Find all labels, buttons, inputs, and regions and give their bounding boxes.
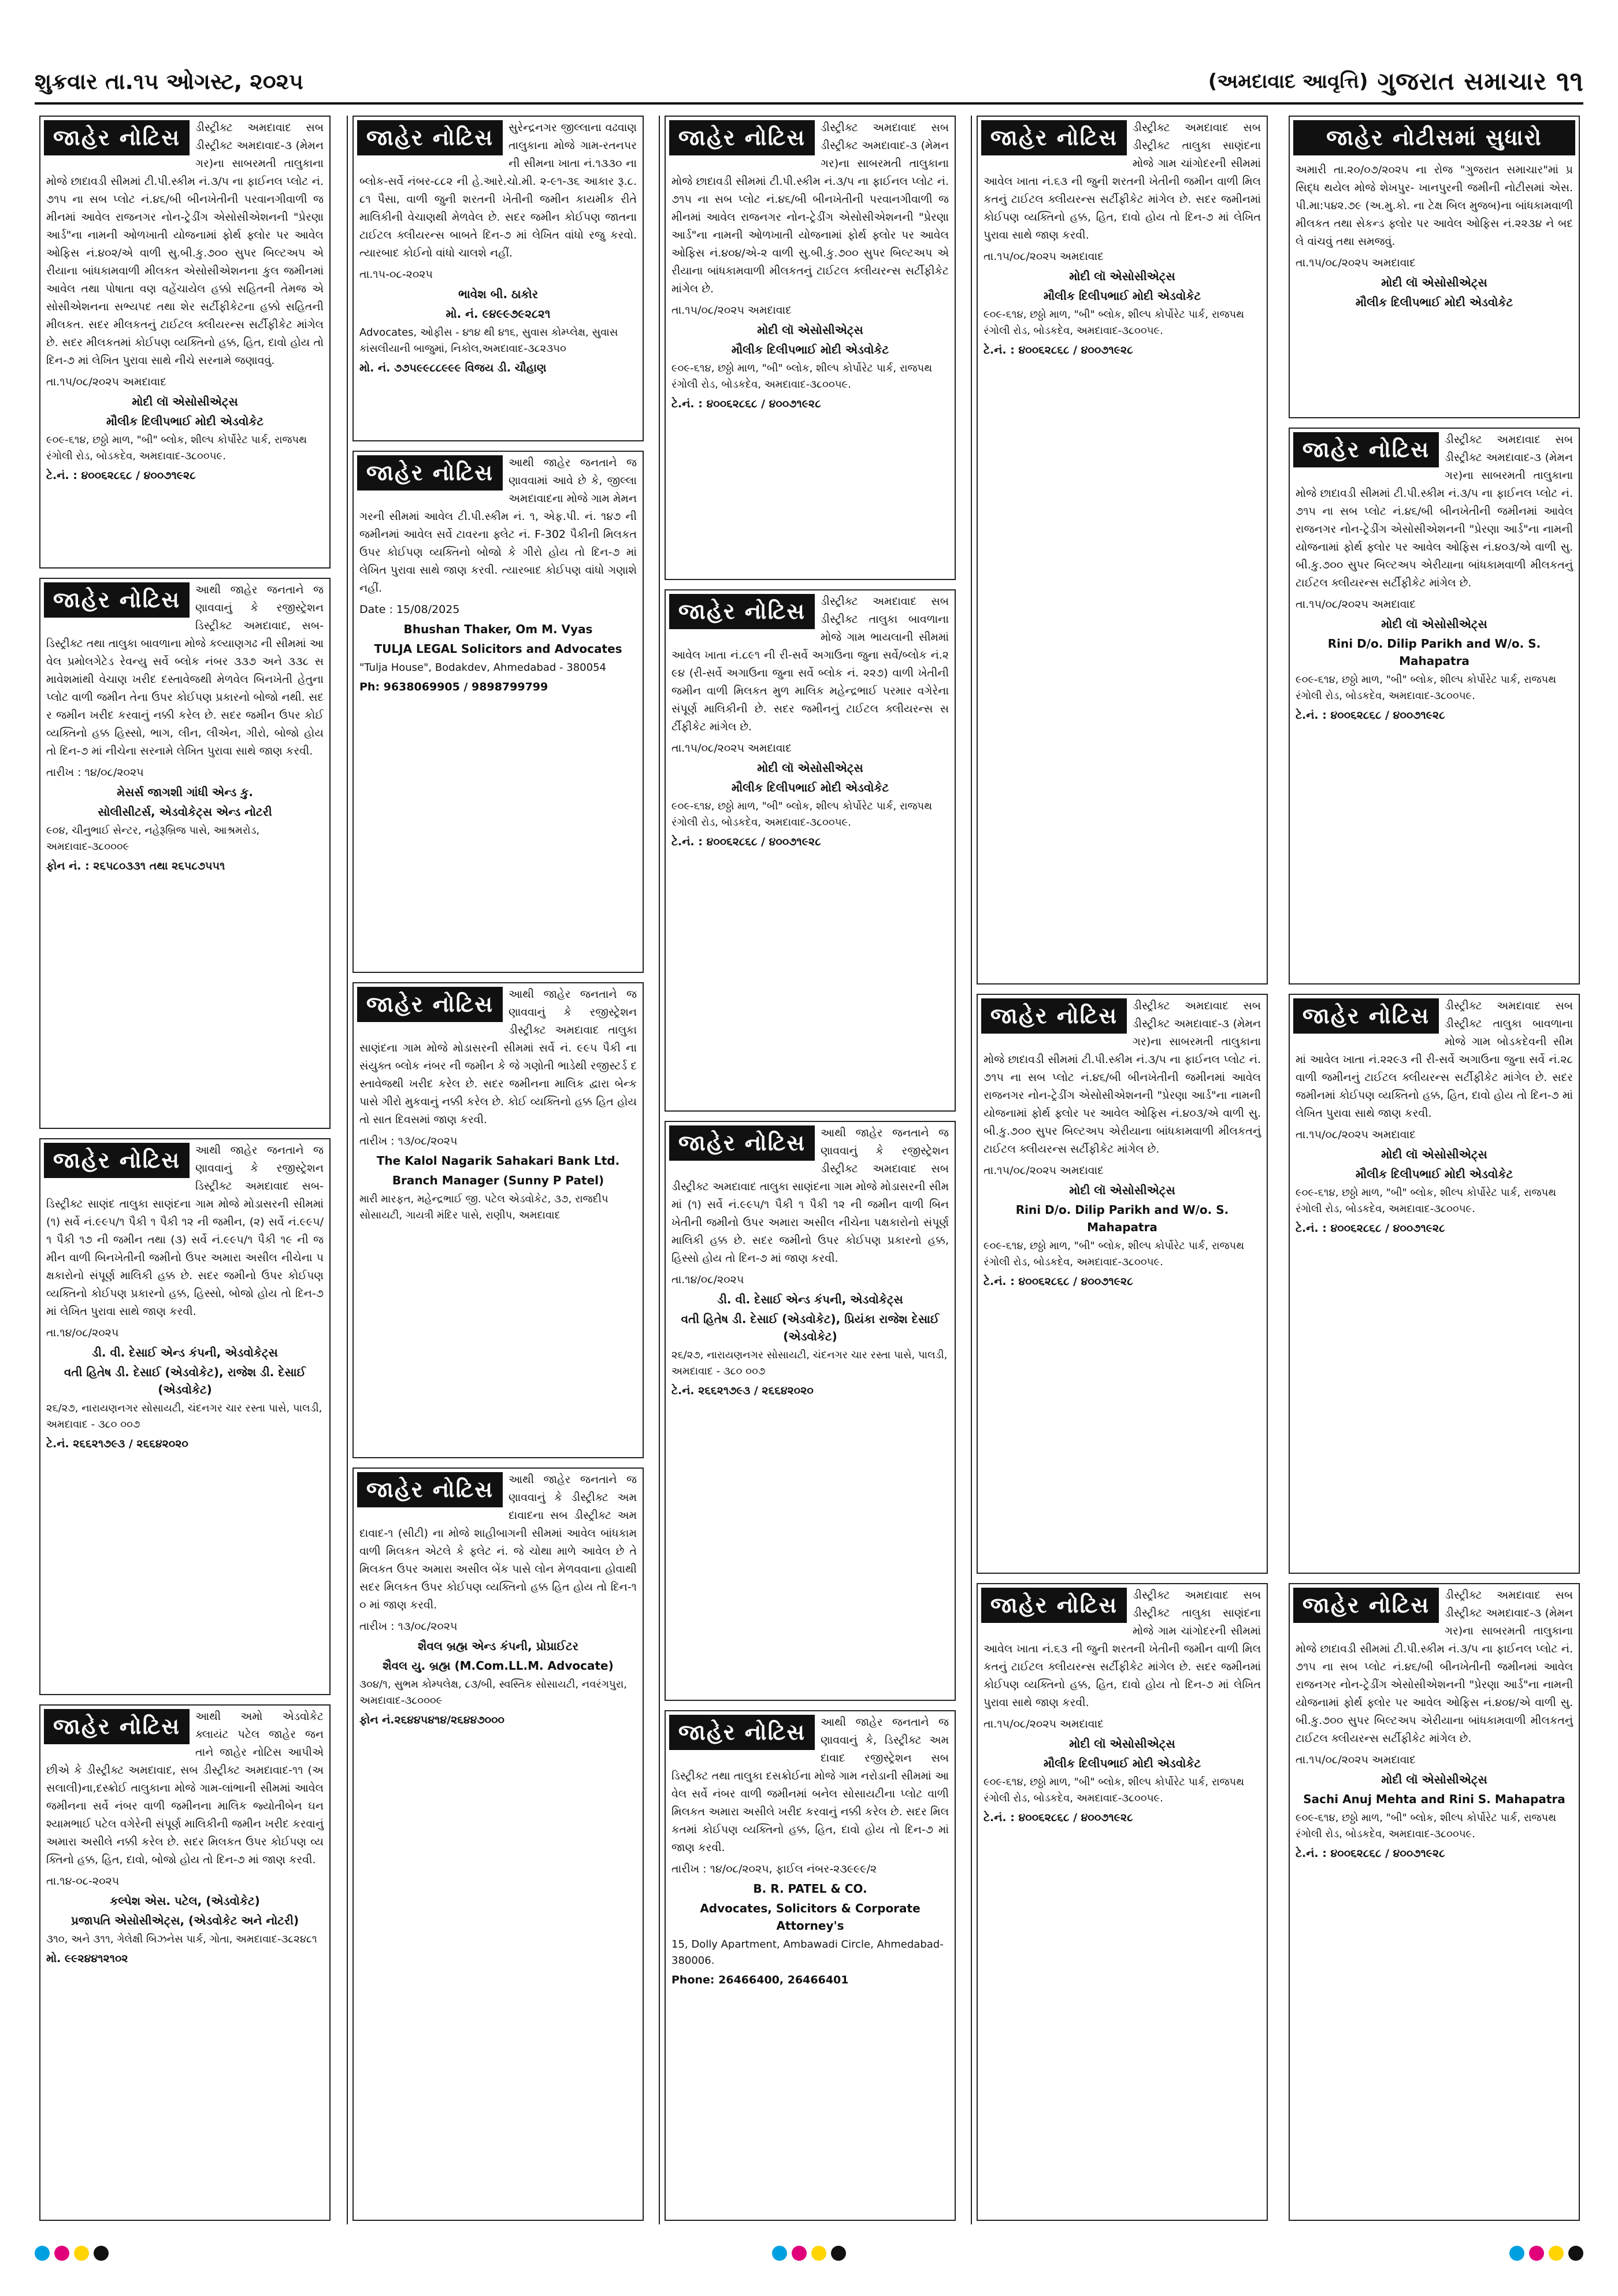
notice-firm: મૌલીક દિલીપભાઈ મોદી એડવોકેટ xyxy=(1043,289,1201,303)
notice-body: ડીસ્ટ્રીક્ટ અમદાવાદ સબ ડીસ્ટ્રીક્ટ અમદાવાદ-૩ (મેમનગર)ના સાબરમતી તાલુકાના મોજે છાદાવડી સીમમાં ટી.પી.સ્કીમ નં.૩/૫ ના ફાઈનલ પ્લોટ નં.૭૧૫ ના સબ પ્લોટ નં.૪૬/બી બીનખેતીની પરવાનગીવાળી જમીનમાં આવેલ રાજનગર નોન-ટ્રેડીંગ એસોસીએશનની "પ્રેરણા આર્ડ"ના નામની ઓળખાતી યોજનામાં ફોર્થ ફ્લોર પર આવેલ ઓફિસ નં.૪૦૪/એ-૨ વાળી સુ.બી.કુ.૭૦૦ સુપર બિલ્ટઅપ એરીયાના બાંધકામવાળી મીલકતનું ટાઈટલ ક્લીયરન્સ સર્ટીફીકેટ માંગેલ છે. xyxy=(671,121,949,295)
notice-firm: મૌલીક દિલીપભાઈ મોદી એડવોકેટ xyxy=(731,343,889,356)
notice-body: આથી જાહેર જનતાને જણાવવાનું કે ડીસ્ટ્રીક્ટ અમદાવાદના સબ ડીસ્ટ્રીક્ટ અમદાવાદ-૧ (સીટી) ના મોજે શાહીબાગની સીમમાં આવેલ બાંધકામવાળી મિલકત એટલે કે ફ્લેટ નં. જે ચોથા માળે આવેલ છે તે મિલકત ઉપર અમારા અસીલ બેંક પાસે લોન મેળવવાના હોવાથી સદર મિલકત ઉપર કોઈપણ વ્યક્તિનો હક્ક હિત હોય તો દિન-૧૦ માં જાણ કરવી. xyxy=(359,1473,637,1611)
notice-signer: મોદી લૉ એસોસીએટ્સ xyxy=(132,395,238,408)
notice-date: તા.૧૫/૦૮/૨૦૨૫ અમદાવાદ xyxy=(46,376,166,388)
notice-contact: ટે.નં. : ૪૦૦૬૨૮૬૮ / ૪૦૦૭૧૯૨૮ xyxy=(1296,1847,1445,1860)
notice-contact: ટે.નં. : ૪૦૦૬૨૮૬૮ / ૪૦૦૭૧૯૨૮ xyxy=(671,397,821,410)
notice-date: તા.૧૫/૦૮/૨૦૨૫ અમદાવાદ xyxy=(671,304,792,317)
notice-date: તા.૧૫/૦૮/૨૦૨૫ અમદાવાદ xyxy=(1296,1128,1416,1141)
notice-body: આથી જાહેર જનતાને જણાવવામાં આવે છે કે, જીલ્લા અમદાવાદના મોજે ગામ મેમનગરની સીમમાં આવેલ ટી.પી.સ્કીમ નં. ૧, એફ.પી. નં. ૧૪૭ ની જમીનમાં આવેલ સર્વે ટાવરના ફ્લેટ નં. F-302 પૈકીની મિલકત ઉપર કોઈપણ વ્યક્તિનો બોજો કે ગીરો હોય તો દિન-૭ માં લેખિત પુરાવા સાથે જાણ કરવી. ત્યારબાદ કોઈપણ વાંધો ગણાશે નહીં. xyxy=(359,456,637,595)
notice-title: જાહેર નોટિસ xyxy=(357,120,503,155)
notice-contact: ટે.નં. : ૪૦૦૬૨૮૬૮ / ૪૦૦૭૧૯૨૮ xyxy=(984,1275,1133,1288)
notice-address: ૯૦૯-૬૧૪, છઠ્ઠો માળ, "બી" બ્લોક, શીલ્પ કોર્પોરેટ પાર્ક, રાજપથ રંગોલી રોડ, બોડકદેવ, અમદાવાદ-૩૮૦૦૫૯. xyxy=(984,1776,1245,1804)
notice-signer: મોદી લૉ એસોસીએટ્સ xyxy=(1069,1183,1175,1197)
notice-card xyxy=(39,116,331,569)
notice-title: જાહેર નોટિસ xyxy=(981,1588,1127,1623)
notice-date: તા.૧૫/૦૮/૨૦૨૫ અમદાવાદ xyxy=(984,250,1104,263)
notice-body: ડીસ્ટ્રીક્ટ અમદાવાદ સબ ડીસ્ટ્રીક્ટ અમદાવાદ-૩ (મેમનગર)ના સાબરમતી તાલુકાના મોજે છાદાવડી સીમમાં ટી.પી.સ્કીમ નં.૩/૫ ના ફાઈનલ પ્લોટ નં.૭૧૫ ના સબ પ્લોટ નં.૪૬/બી બીનખેતીની જમીનમાં આવેલ રાજનગર નોન-ટ્રેડીંગ એસોસીએશનની "પ્રેરણા આર્ડ"ના નામની યોજનામાં ફોર્થ ફ્લોર પર આવેલ ઓફિસ નં.૪૦૩/એ વાળી સુ.બી.કુ.૭૦૦ સુપર બિલ્ટઅપ એરીયાના બાંધકામવાળી મીલકતનું ટાઈટલ ક્લીયરન્સ સર્ટીફીકેટ માંગેલ છે. xyxy=(984,1000,1261,1156)
notice-title: જાહેર નોટિસ xyxy=(357,455,503,491)
date-line: શુક્રવાર તા.૧૫ ઓગસ્ટ, ૨૦૨૫ xyxy=(35,68,303,94)
notice-date: તારીખ : ૧૪/૦૮/૨૦૨૫, ફાઈલ નંબર-૨૩૯૯૯/૨ xyxy=(671,1863,877,1875)
yellow-registration-dot xyxy=(1549,2246,1564,2261)
notice-signer: મોદી લૉ એસોસીએટ્સ xyxy=(1381,1773,1487,1786)
notice-address: Advocates, ઓફીસ - ૪૧૪ થી ૪૧૬, સુવાસ કોમ્પ્લેક્ષ, સુવાસ કાંસલીયાની બાજુમાં, નિકોલ,અમદાવાદ-૩૮૨૩૫૦ xyxy=(359,326,618,355)
black-registration-dot xyxy=(94,2246,109,2261)
notice-signer: શૈવલ બ્રહ્મ એન્ડ કંપની, પ્રોપ્રાઈટર xyxy=(418,1639,578,1653)
notice-date: તા.૧૪-૦૮-૨૦૨૫ xyxy=(46,1875,120,1888)
notice-contact: ફોન નં.૨૬૪૪૫૪૧૪/૨૬૪૪૭૦૦૦ xyxy=(359,1714,504,1726)
notice-contact: ટે.નં. : ૪૦૦૬૨૮૬૮ / ૪૦૦૭૧૯૨૮ xyxy=(984,1811,1133,1824)
notice-date: તારીખ : ૧૩/૦૮/૨૦૨૫ xyxy=(359,1135,458,1147)
notice-title: જાહેર નોટિસ xyxy=(981,120,1127,155)
notice-signer: મોદી લૉ એસોસીએટ્સ xyxy=(757,323,863,337)
notice-date: તા.૧૪/૦૮/૨૦૨૫ xyxy=(46,1327,119,1339)
masthead xyxy=(35,61,1583,105)
notice-title: જાહેર નોટિસ xyxy=(669,1715,815,1750)
notice-body: ડીસ્ટ્રીક્ટ અમદાવાદ સબ ડીસ્ટ્રીક્ટ અમદાવાદ-૩ (મેમનગર)ના સાબરમતી તાલુકાના મોજે છાદાવડી સીમમાં ટી.પી.સ્કીમ નં.૩/૫ ના ફાઈનલ પ્લોટ નં.૭૧૫ ના સબ પ્લોટ નં.૪૬/બી બીનખેતીની પરવાનગીવાળી જમીનમાં આવેલ રાજનગર નોન-ટ્રેડીંગ એસોસીએશનની "પ્રેરણા આર્ડ"ના નામની ઓળખાતી યોજનામાં ફોર્થ ફ્લોર પર આવેલ ઓફિસ નં.૪૦૨/એ વાળી સુ.બી.કુ.૭૦૦ સુપર બિલ્ટઅપ એરીયાના બાંધકામવાળી મીલકત એસોસીએશનના કુલ જમીનમાં આવેલ તથા પોષાતા વણ વહેંચાયેલ હક્કો સહિતની તેમજ એસોસીએશનના સભ્યપદ તથા શેર સર્ટીફીકેટના હક્કો સહિતની મીલકત. સદર મીલકતનું ટાઈટલ ક્લીયરન્સ સર્ટીફીકેટ માંગેલ છે. સદર મીલકતમાં કોઈપણ વ્યક્તિનો હક્ક, હિત, દાવો હોય તો દિન-૭ માં લેખિત પુરાવા સાથે નીચે સરનામે જણાવવું. xyxy=(46,121,324,367)
notice-date: Date : 15/08/2025 xyxy=(359,603,460,616)
notice-address: ૯૦૯-૬૧૪, છઠ્ઠો માળ, "બી" બ્લોક, શીલ્પ કોર્પોરેટ પાર્ક, રાજપથ રંગોલી રોડ, બોડકદેવ, અમદાવાદ-૩૮૦૦૫૯. xyxy=(46,434,307,462)
notice-title: જાહેર નોટિસ xyxy=(357,1472,503,1507)
notice-address: ૯૦૯-૬૧૪, છઠ્ઠો માળ, "બી" બ્લોક, શીલ્પ કોર્પોરેટ પાર્ક, રાજપથ રંગોલી રોડ, બોડકદેવ, અમદાવાદ-૩૮૦૦૫૯. xyxy=(984,309,1245,337)
notice-card xyxy=(352,451,644,973)
notice-address: 15, Dolly Apartment, Ambawadi Circle, Ahmedabad-380006. xyxy=(671,1938,944,1967)
notice-body: આથી જાહેર જનતાને જણાવવાનું કે, ડિસ્ટ્રીક્ટ અમદાવાદ રજીસ્ટ્રેશન સબ ડિસ્ટ્રીક્ટ તથા તાલુકા દસક્રોઈના મોજે ગામ નરોડાની સીમમાં આવેલ સર્વે નંબર વાળી જમીનમાં બનેલ સોસાયટીના પ્લોટ વાળી મિલકત અમારા અસીલે ખરીદ કરવાનું નક્કી કરેલ છે. સદર મિલકતમાં કોઈપણ વ્યક્તિનો હક્ક, હિત, દાવો હોય તો દિન-૭ માં જાણ કરવી. xyxy=(671,1716,949,1854)
yellow-registration-dot xyxy=(74,2246,89,2261)
column-3 xyxy=(659,116,960,2224)
notice-address: ૯૦૯-૬૧૪, છઠ્ઠો માળ, "બી" બ્લોક, શીલ્પ કોર્પોરેટ પાર્ક, રાજપથ રંગોલી રોડ, બોડકદેવ, અમદાવાદ-૩૮૦૦૫૯. xyxy=(984,1240,1245,1268)
notice-firm: મૌલીક દિલીપભાઈ મોદી એડવોકેટ xyxy=(731,781,889,794)
notice-signer: મોદી લૉ એસોસીએટ્સ xyxy=(1381,617,1487,631)
notice-body: ડીસ્ટ્રીક્ટ અમદાવાદ સબ ડીસ્ટ્રીક્ટ તાલુકા સાણંદના મોજે ગામ ચાંગોદરની સીમમાં આવેલ ખાતા નં.૬૩ ની જુની શરતની ખેતીની જમીન વાળી મિલકતનું ટાઈટલ ક્લીયરન્સ સર્ટીફીકેટ માંગેલ છે. સદર જમીનમાં કોઈપણ વ્યક્તિનો હક્ક, હિત, દાવો હોય તો દિન-૭ માં લેખિત પુરાવા સાથે જાણ કરવી. xyxy=(984,121,1261,242)
notice-card xyxy=(1289,428,1580,984)
magenta-registration-dot xyxy=(54,2246,69,2261)
notice-signer: મોદી લૉ એસોસીએટ્સ xyxy=(1381,276,1487,289)
notice-correction-card xyxy=(1289,116,1580,418)
notice-body: આથી જાહેર જનતાને જણાવવાનું કે રજીસ્ટ્રેશન ડીસ્ટ્રીક્ટ અમદાવાદ સબ ડીસ્ટ્રીક્ટ અમદાવાદ તાલુકા સાણંદના ગામ મોજે મોડાસરની સીમમાં (૧) સર્વે નં.૯૯૫/૧ પૈકી ૧ પૈકી ૧૨ ની જમીન વાળી બિનખેતીની જમીનો ઉપર અમારા અસીલ નીચેના પક્ષકારોનો સંપૂર્ણ માલિકી હક્ક છે. સદર જમીનો ઉપર કોઈપણ પ્રકારનો હક્ક, હિસ્સો હોય તો દિન-૭ માં જાણ કરવી. xyxy=(671,1127,949,1265)
notice-title: જાહેર નોટિસ xyxy=(1293,1588,1439,1623)
notice-body: આથી જાહેર જનતાને જણાવવાનું કે રજીસ્ટ્રેશન ડીસ્ટ્રીક્ટ અમદાવાદ તાલુકા સાણંદના ગામ મોજે મોડાસરની સીમમાં સર્વે નં. ૯૯૫ પૈકી ના સંયુક્ત બ્લોક નંબર ની જમીન કે જે ગણોતી ભાડેથી રજીસ્ટર્ડ દસ્તાવેજથી ખરીદ કરેલ છે. સદર જમીનના માલિક દ્વારા બેન્ક પાસે ગીરો મુકવાનું નક્કી કરેલ છે. કોઈ વ્યક્તિનો હક્ક હિત હોય તો સાત દિવસમાં જાણ કરવી. xyxy=(359,988,637,1126)
notice-firm: પ્રજાપતિ એસોસીએટ્સ, (એડવોકેટ અને નોટરી) xyxy=(70,1914,299,1927)
notice-signer: ભાવેશ બી. ઠાકોર xyxy=(458,287,539,301)
column-2 xyxy=(347,116,648,2224)
notice-title: જાહેર નોટિસ xyxy=(1293,432,1439,467)
notice-date: તા.૧૫/૦૮/૨૦૨૫ અમદાવાદ xyxy=(984,1164,1104,1177)
registration-marks-right xyxy=(1509,2246,1583,2261)
notice-signer: Bhushan Thaker, Om M. Vyas xyxy=(403,622,593,636)
notice-contact: મો. નં. ૭૭૫૯૯૮૮૯૯૯ વિજય ડી. ચૌહાણ xyxy=(359,362,547,374)
masthead-right xyxy=(1208,65,1583,98)
black-registration-dot xyxy=(831,2246,846,2261)
notice-title: જાહેર નોટિસ xyxy=(669,120,815,155)
notice-signer: કલ્પેશ એસ. પટેલ, (એડવોકેટ) xyxy=(110,1894,260,1908)
notice-card xyxy=(39,578,331,1129)
notice-date: તારીખ : ૧૩/૦૮/૨૦૨૫ xyxy=(359,1620,458,1633)
registration-marks-left xyxy=(35,2246,109,2261)
column-4 xyxy=(971,116,1584,2224)
notice-card xyxy=(1289,1583,1580,2221)
notice-contact: ટે.નં. ૨૬૬૨૧૭૯૩ / ૨૬૬૪૨૦૨૦ xyxy=(46,1437,188,1450)
notice-address: મારી મારફત, મહેન્દ્રભાઈ જી. પટેલ એડવોકેટ, ૩૭, રાજદીપ સોસાયટી, ગાયત્રી મંદિર પાસે, રાણીપ, અમદાવાદ xyxy=(359,1193,608,1221)
notice-address: ૯૦૪, ચીનુભાઈ સેન્ટર, નહેરૂબ્રિજ પાસે, આશ્રમરોડ, અમદાવાદ-૩૮૦૦૦૯ xyxy=(46,824,260,853)
notice-card xyxy=(977,116,1268,984)
notice-date: તા.૧૫/૦૮/૨૦૨૫ અમદાવાદ xyxy=(1296,1753,1416,1766)
notice-contact: ફોન નં. : ૨૬૫૮૦૩૩૧ તથા ૨૬૫૮૭૫૫૧ xyxy=(46,860,225,872)
notice-address: ૯૦૯-૬૧૪, છઠ્ઠો માળ, "બી" બ્લોક, શીલ્પ કોર્પોરેટ પાર્ક, રાજપથ રંગોલી રોડ, બોડકદેવ, અમદાવાદ-૩૮૦૦૫૯. xyxy=(1296,1187,1557,1215)
notice-address: "Tulja House", Bodakdev, Ahmedabad - 380054 xyxy=(359,662,606,674)
notice-card xyxy=(977,994,1268,1574)
notice-body: અમારી તા.૨૦/૦૭/૨૦૨૫ ના રોજ "ગુજરાત સમાચાર"માં પ્રસિદ્ધ થયેલ મોજે શેખપુર- ખાનપુરની જમીની નોટીસમાં એસ.પી.મા:૫૪૨.૭૯ (અ.મુ.કો. ના ટેક્ષ બિલ મુજબ)ના બાંધકામવાળી મીલકત તથા સેકન્ડ ફ્લોર પર આવેલ ઓફિસ નં.૨૨૩૪ ને બદલે વાંચવું તથા સમજવું. xyxy=(1296,164,1573,248)
notice-card xyxy=(352,1467,644,2221)
cyan-registration-dot xyxy=(772,2246,787,2261)
notice-title: જાહેર નોટિસ xyxy=(669,1125,815,1161)
notice-address: ૩૧૦, અને ૩૧૧, ગેલેક્ષી બિઝનેસ પાર્ક, ગોતા, અમદાવાદ-૩૮૨૪૮૧ xyxy=(46,1933,317,1945)
notice-firm: Branch Manager (Sunny P Patel) xyxy=(392,1173,604,1187)
notice-firm: TULJA LEGAL Solicitors and Advocates xyxy=(374,642,622,656)
notice-firm: મો. નં. ૯૪૯૯૭૯૨૮૨૧ xyxy=(446,307,551,321)
newspaper-name: ગુજરાત સમાચાર xyxy=(1377,67,1547,95)
yellow-registration-dot xyxy=(811,2246,826,2261)
notice-signer: મેસર્સ જાગશી ગાંધી એન્ડ કુ. xyxy=(117,785,253,799)
notice-contact: ટે.નં. : ૪૦૦૬૨૮૬૮ / ૪૦૦૭૧૯૨૮ xyxy=(46,469,196,482)
notice-contact: ટે.નં. : ૪૦૦૬૨૮૬૮ / ૪૦૦૭૧૯૨૮ xyxy=(1296,709,1445,722)
page-number: ૧૧ xyxy=(1556,65,1583,98)
notice-title: જાહેર નોટિસ xyxy=(669,594,815,629)
notice-date: તા.૧૫/૦૮/૨૦૨૫ અમદાવાદ xyxy=(671,742,792,755)
notice-signer: મોદી લૉ એસોસીએટ્સ xyxy=(1069,1737,1175,1751)
notice-signer: મોદી લૉ એસોસીએટ્સ xyxy=(1381,1147,1487,1161)
classified-columns xyxy=(35,116,1583,2224)
notice-body: ડીસ્ટ્રીક્ટ અમદાવાદ સબ ડીસ્ટ્રીક્ટ તાલુકા સાણંદના મોજે ગામ ચાંગોદરની સીમમાં આવેલ ખાતા નં.૬૩ ની જુની શરતની ખેતીની જમીન વાળી મિલકતનું ટાઈટલ ક્લીયરન્સ સર્ટીફીકેટ માંગેલ છે. સદર જમીનમાં કોઈપણ વ્યક્તિનો હક્ક, હિત, દાવો હોય તો દિન-૭ માં લેખિત પુરાવા સાથે જાણ કરવી. xyxy=(984,1589,1261,1709)
notice-contact: Ph: 9638069905 / 9898799799 xyxy=(359,681,548,693)
notice-firm: મૌલીક દિલીપભાઈ મોદી એડવોકેટ xyxy=(106,414,264,428)
notice-firm: વતી હિતેષ ડી. દેસાઈ (એડવોકેટ), રાજેશ ડી. દેસાઈ (એડવોકેટ) xyxy=(64,1365,306,1396)
notice-body: ડીસ્ટ્રીક્ટ અમદાવાદ સબ ડીસ્ટ્રીક્ટ તાલુકા બાવળાના મોજે ગામ બોડકદેવની સીમમાં આવેલ ખાતા નં.૨૨૯૩ ની રી-સર્વે અગાઉના જુના સર્વે નં.૨૮ વાળી જમીનનું ટાઈટલ ક્લીયરન્સ સર્ટીફીકેટ માંગેલ છે. સદર જમીનમાં કોઈપણ વ્યક્તિનો હક્ક, હિત, દાવો હોય તો દિન-૭ માં લેખિત પુરાવા સાથે જાણ કરવી. xyxy=(1296,1000,1573,1120)
notice-signer: મોદી લૉ એસોસીએટ્સ xyxy=(1069,269,1175,283)
notice-signer: The Kalol Nagarik Sahakari Bank Ltd. xyxy=(376,1154,620,1168)
notice-card xyxy=(39,1704,331,2221)
notice-body: આથી જાહેર જનતાને જણાવવાનું કે રજીસ્ટ્રેશન ડિસ્ટ્રીક્ટ અમદાવાદ સબ-ડિસ્ટ્રીક્ટ સાણંદ તાલુકા સાણંદના ગામ મોજે મોડાસરની સીમમાં (૧) સર્વે નં.૯૯૫/૧ પૈકી ૧ પૈકી ૧૨ ની જમીન, (૨) સર્વે નં.૯૯૫/૧ પૈકી ૧૭ ની જમીન તથા (૩) સર્વે નં.૯૯૫/૧ પૈકી ૧૯ ની જમીન વાળી બિનખેતીની જમીનો ઉપર અમારા અસીલ નીચેના પક્ષકારોનો સંપૂર્ણ માલિકી હક્ક છે. સદર જમીનો ઉપર કોઈપણ વ્યક્તિનો કોઈપણ પ્રકારનો હક્ક, હિસ્સો, બોજો હોય તો દિન-૭ માં લેખિત પુરાવા સાથે જાણ કરવી. xyxy=(46,1144,324,1318)
notice-address: ૯૦૯-૬૧૪, છઠ્ઠો માળ, "બી" બ્લોક, શીલ્પ કોર્પોરેટ પાર્ક, રાજપથ રંગોલી રોડ, બોડકદેવ, અમદાવાદ-૩૮૦૦૫૯. xyxy=(1296,1812,1557,1840)
notice-card xyxy=(39,1138,331,1695)
notice-card xyxy=(665,1710,956,2221)
notice-firm: સોલીસીટર્સ, એડવોકેટ્સ એન્ડ નોટરી xyxy=(98,805,272,819)
notice-address: ૯૦૯-૬૧૪, છઠ્ઠો માળ, "બી" બ્લોક, શીલ્પ કોર્પોરેટ પાર્ક, રાજપથ રંગોલી રોડ, બોડકદેવ, અમદાવાદ-૩૮૦૦૫૯. xyxy=(1296,674,1557,702)
notice-signer: ડી. વી. દેસાઈ એન્ડ કંપની, એડવોકેટ્સ xyxy=(92,1346,278,1359)
notice-date: તા.૧૫/૦૮/૨૦૨૫ અમદાવાદ xyxy=(1296,257,1416,269)
notice-card xyxy=(1289,994,1580,1574)
print-registration-marks xyxy=(35,2242,1583,2265)
notice-firm: મૌલીક દિલીપભાઈ મોદી એડવોકેટ xyxy=(1355,295,1513,309)
notice-contact: ટે.નં. ૨૬૬૨૧૭૯૩ / ૨૬૬૪૨૦૨૦ xyxy=(671,1384,814,1397)
notice-contact: Phone: 26466400, 26466401 xyxy=(671,1974,849,1986)
notice-firm: Advocates, Solicitors & Corporate Attorney's xyxy=(700,1901,921,1933)
notice-contact: ટે.નં. : ૪૦૦૬૨૮૬૮ / ૪૦૦૭૧૯૨૮ xyxy=(984,344,1133,356)
notice-title: જાહેર નોટિસ xyxy=(1293,998,1439,1034)
column-1 xyxy=(35,116,335,2224)
notice-body: આથી અમો એડવોકેટ ક્લાયંટ પટેલ જાહેર જનતાને જાહેર નોટિસ આપીએ છીએ કે ડીસ્ટ્રીક્ટ અમદાવાદ, સબ ડીસ્ટ્રીક્ટ અમદાવાદ-૧૧ (અસલાલી)ના,દસ્ક્રોઈ તાલુકાના મોજે ગામ-લાંભાની સીમમાં આવેલ જમીનના સર્વે નંબર વાળી જમીનના માલિક જ્યોતીબેન ઘનશ્યામભાઈ પટેલ વગેરેની સંપૂર્ણ માલિકીની જમીન ખરીદ કરવાનું અમારા અસીલે નક્કી કરેલ છે. સદર મિલકત ઉપર કોઈપણ વ્યક્તિનો હક્ક, હિત, દાવો, બોજો હોય તો દિન-૭ માં જાણ કરવી. xyxy=(46,1710,324,1866)
notice-body: સુરેન્દ્રનગર જીલ્લાના વઢવાણ તાલુકાના મોજે ગામ-રતનપરની સીમના ખાતા નં.૧૩૩૦ ના બ્લોક-સર્વે નંબર-૮૮૨ ની હે.આરે.ચો.મી. ૨-૯૧-૩૬ આકાર રૂ.૮.૮૧ પૈસા, વાળી જુની શરતની ખેતીની જમીન કાયમીક રીતે માલિકીની વેચાણથી મેળવેલ છે. સદર જમીન કોઈપણ જાતના ટાઈટલ ક્લીયરન્સ બાબતે દિન-૭ માં લેખિત વાંધો રજુ કરવો. ત્યારબાદ કોઈનો વાંધો ચાલશે નહીં. xyxy=(359,121,637,259)
notice-card xyxy=(665,116,956,580)
black-registration-dot xyxy=(1568,2246,1583,2261)
registration-marks-center xyxy=(772,2246,846,2261)
notice-address: ૨૬/૨૭, નારાયણનગર સોસાયટી, ચંદનગર ચાર રસ્તા પાસે, પાલડી, અમદાવાદ - ૩૮૦ ૦૦૭ xyxy=(46,1402,322,1431)
notice-contact: ટે.નં. : ૪૦૦૬૨૮૬૮ / ૪૦૦૭૧૯૨૮ xyxy=(1296,1222,1445,1235)
notice-firm: મૌલીક દિલીપભાઈ મોદી એડવોકેટ xyxy=(1355,1167,1513,1181)
notice-card xyxy=(352,116,644,441)
notice-date: તા.૧૫/૦૮/૨૦૨૫ અમદાવાદ xyxy=(1296,598,1416,611)
notice-address: ૩૦૪/૧, સુભમ કોમ્પલેક્ષ, ૮૩/બી, સ્વસ્તિક સોસાયટી, નવરંગપુરા, અમદાવાદ-૩૮૦૦૦૯ xyxy=(359,1678,628,1707)
notice-signer: B. R. PATEL & CO. xyxy=(753,1882,867,1896)
notice-body: આથી જાહેર જનતાને જણાવવાનું કે રજીસ્ટ્રેશન ડિસ્ટ્રીક્ટ અમદાવાદ, સબ-ડિસ્ટ્રીક્ટ તથા તાલુકા બાવળાના મોજે કલ્યાણગઢ ની સીમમાં આવેલ પ્રમોલગેટેડ રેવન્યુ સર્વે બ્લોક નંબર ૩૩૭ અને ૩૩૮ સમાવેશમાંથી વેચાણ ખરીદ દસ્તાવેજથી મેળવેલ બિનખેતી હેતુના પ્લોટ વાળી જમીન તેના ઉપર કોઈપણ પ્રકારનો બોજો નથી. સદર જમીન ખરીદ કરવાનું નક્કી કરેલ છે. સદર જમીન ઉપર કોઈ વ્યક્તિનો હક્ક હિસ્સો, ભાગ, લીન, લીએન, ગીરો, બોજો હોય તો દિન-૭ માં નીચેના સરનામે લેખિત પુરાવા સાથે જાણ કરવી. xyxy=(46,584,324,757)
notice-contact: ટે.નં. : ૪૦૦૬૨૮૬૮ / ૪૦૦૭૧૯૨૮ xyxy=(671,835,821,848)
notice-date: તા.૧૫/૦૮/૨૦૨૫ અમદાવાદ xyxy=(984,1718,1104,1730)
notice-card xyxy=(665,1121,956,1701)
notice-title: જાહેર નોટીસમાં સુધારો xyxy=(1293,120,1575,155)
notice-firm: શૈવલ યુ. બ્રહ્મ (M.Com.LL.M. Advocate) xyxy=(383,1659,614,1673)
notice-body: ડીસ્ટ્રીક્ટ અમદાવાદ સબ ડીસ્ટ્રીક્ટ તાલુકા બાવળાના મોજે ગામ ભાયલાની સીમમાં આવેલ ખાતા નં.૮૯૧ ની રી-સર્વે અગાઉના જુના સર્વે/બ્લોક નં.૨૯૪ (રી-સર્વે અગાઉના જુના સર્વે બ્લોક નં. ૨૨૭) વાળી ખેતીની જમીન વાળી મિલકત મુળ માલિક મહેન્દ્રભાઈ પરમાર વગેરેના સંપૂર્ણ માલિકીની છે. સદર જમીનનું ટાઈટલ ક્લીયરન્સ સર્ટીફીકેટ માંગેલ છે. xyxy=(671,595,949,733)
notice-date: તા.૧૪/૦૮/૨૦૨૫ xyxy=(671,1273,744,1286)
cyan-registration-dot xyxy=(35,2246,50,2261)
notice-card xyxy=(977,1583,1268,2221)
notice-address: ૯૦૯-૬૧૪, છઠ્ઠો માળ, "બી" બ્લોક, શીલ્પ કોર્પોરેટ પાર્ક, રાજપથ રંગોલી રોડ, બોડકદેવ, અમદાવાદ-૩૮૦૦૫૯. xyxy=(671,800,933,829)
notice-address: ૨૬/૨૭, નારાયણનગર સોસાયટી, ચંદનગર ચાર રસ્તા પાસે, પાલડી, અમદાવાદ - ૩૮૦ ૦૦૭ xyxy=(671,1349,948,1377)
notice-body: ડીસ્ટ્રીક્ટ અમદાવાદ સબ ડીસ્ટ્રીક્ટ અમદાવાદ-૩ (મેમનગર)ના સાબરમતી તાલુકાના મોજે છાદાવડી સીમમાં ટી.પી.સ્કીમ નં.૩/૫ ના ફાઈનલ પ્લોટ નં.૭૧૫ ના સબ પ્લોટ નં.૪૬/બી બીનખેતીની જમીનમાં આવેલ રાજનગર નોન-ટ્રેડીંગ એસોસીએશનની "પ્રેરણા આર્ડ"ના નામની યોજનામાં ફોર્થ ફ્લોર પર આવેલ ઓફિસ નં.૪૦૩/એ વાળી સુ.બી.કુ.૭૦૦ સુપર બિલ્ટઅપ એરીયાના બાંધકામવાળી મીલકતનું ટાઈટલ ક્લીયરન્સ સર્ટીફીકેટ માંગેલ છે. xyxy=(1296,433,1573,589)
notice-contact: મો. ૯૯૨૪૪૧૨૧૦૨ xyxy=(46,1952,128,1965)
magenta-registration-dot xyxy=(792,2246,807,2261)
notice-address: ૯૦૯-૬૧૪, છઠ્ઠો માળ, "બી" બ્લોક, શીલ્પ કોર્પોરેટ પાર્ક, રાજપથ રંગોલી રોડ, બોડકદેવ, અમદાવાદ-૩૮૦૦૫૯. xyxy=(671,362,933,391)
notice-card xyxy=(352,982,644,1458)
notice-body: ડીસ્ટ્રીક્ટ અમદાવાદ સબ ડીસ્ટ્રીક્ટ અમદાવાદ-૩ (મેમનગર)ના સાબરમતી તાલુકાના મોજે છાદાવડી સીમમાં ટી.પી.સ્કીમ નં.૩/૫ ના ફાઈનલ પ્લોટ નં.૭૧૫ ના સબ પ્લોટ નં.૪૬/બી બીનખેતીની જમીનમાં આવેલ રાજનગર નોન-ટ્રેડીંગ એસોસીએશનની "પ્રેરણા આર્ડ"ના નામની યોજનામાં ફોર્થ ફ્લોર પર આવેલ ઓફિસ નં.૪૦૪/એ વાળી સુ.બી.કુ.૭૦૦ સુપર બિલ્ટઅપ એરીયાના બાંધકામવાળી મીલકતનું ટાઈટલ ક્લીયરન્સ સર્ટીફીકેટ માંગેલ છે. xyxy=(1296,1589,1573,1745)
notice-title: જાહેર નોટિસ xyxy=(44,1143,190,1178)
notice-firm: Sachi Anuj Mehta and Rini S. Mahapatra xyxy=(1303,1792,1565,1806)
notice-firm: વતી હિતેષ ડી. દેસાઈ (એડવોકેટ), પ્રિયંકા રાજેશ દેસાઈ (એડવોકેટ) xyxy=(681,1312,940,1343)
notice-firm: Rini D/o. Dilip Parikh and W/o. S. Mahapatra xyxy=(1327,637,1541,668)
magenta-registration-dot xyxy=(1529,2246,1544,2261)
notice-card xyxy=(665,589,956,1112)
edition-label: (અમદાવાદ આવૃત્તિ) xyxy=(1208,70,1368,93)
notice-firm: મૌલીક દિલીપભાઈ મોદી એડવોકેટ xyxy=(1043,1756,1201,1770)
notice-title: જાહેર નોટિસ xyxy=(357,987,503,1022)
notice-signer: ડી. વી. દેસાઈ એન્ડ કંપની, એડવોકેટ્સ xyxy=(717,1292,903,1306)
notice-title: જાહેર નોટિસ xyxy=(981,998,1127,1034)
notice-title: જાહેર નોટિસ xyxy=(44,582,190,618)
notice-title: જાહેર નોટિસ xyxy=(44,1709,190,1744)
notice-firm: Rini D/o. Dilip Parikh and W/o. S. Mahapatra xyxy=(1015,1203,1229,1234)
notice-date: તા.૧૫-૦૮-૨૦૨૫ xyxy=(359,268,433,281)
notice-signer: મોદી લૉ એસોસીએટ્સ xyxy=(757,761,863,775)
cyan-registration-dot xyxy=(1509,2246,1524,2261)
notice-date: તારીખ : ૧૪/૦૮/૨૦૨૫ xyxy=(46,766,144,779)
notice-title: જાહેર નોટિસ xyxy=(44,120,190,155)
